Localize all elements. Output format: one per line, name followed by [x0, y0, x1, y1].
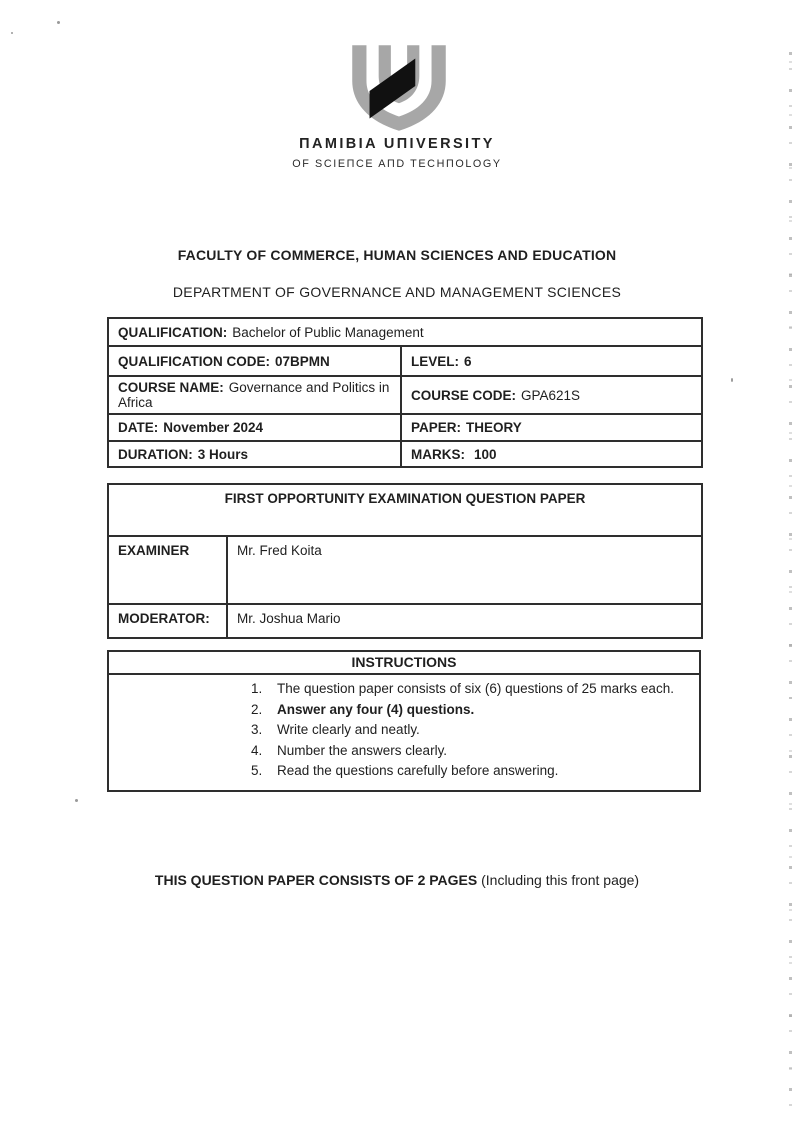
- list-item: [251, 761, 691, 782]
- instructions-box: [107, 650, 701, 792]
- qualification-cell: [108, 318, 702, 346]
- examiner-label: EXAMINER: [108, 536, 227, 604]
- date-cell: [108, 414, 401, 441]
- department-heading: DEPARTMENT OF GOVERNANCE AND MANAGEMENT SCIENCES: [172, 284, 622, 300]
- table-row: [108, 536, 702, 604]
- item-text: Read the questions carefully before answering.: [277, 763, 559, 778]
- university-shield-logo-icon: [338, 42, 460, 134]
- item-number: 4.: [251, 742, 263, 758]
- table-row: [108, 318, 702, 346]
- duration-value: 3 Hours: [197, 446, 249, 462]
- course-code-cell: [401, 376, 702, 414]
- item-number: 2.: [251, 701, 263, 717]
- qualification-code-cell: [108, 346, 401, 376]
- scan-speck: [731, 378, 733, 382]
- qualification-code-value: 07BPMN: [275, 353, 330, 369]
- list-item: [251, 700, 691, 721]
- course-name-cell: [108, 376, 401, 414]
- course-name-label: COURSE NAME:: [118, 380, 224, 395]
- exam-paper-title: FIRST OPPORTUNITY EXAMINATION QUESTION PAPER: [108, 484, 702, 536]
- date-value: November 2024: [163, 420, 264, 435]
- duration-cell: [108, 441, 401, 467]
- table-row: [108, 484, 702, 536]
- course-details-table: [107, 317, 703, 468]
- level-label: LEVEL:: [411, 353, 460, 369]
- instructions-title: INSTRUCTIONS: [109, 652, 699, 675]
- table-row: [108, 441, 702, 467]
- page-count-statement: [0, 872, 794, 888]
- paper-value: THEORY: [466, 420, 522, 435]
- item-number: 3.: [251, 722, 263, 737]
- scanner-edge-artifacts: [789, 52, 792, 1114]
- item-text: Number the answers clearly.: [277, 742, 448, 758]
- level-cell: [401, 346, 702, 376]
- scan-speck: [75, 799, 78, 802]
- instructions-list: [109, 675, 699, 790]
- qualification-value: Bachelor of Public Management: [232, 324, 424, 340]
- university-tagline: OF SCIEПCE AПD TECHПOLOGY: [292, 158, 502, 170]
- item-number: 5.: [251, 763, 263, 778]
- table-row: [108, 346, 702, 376]
- item-number: 1.: [251, 681, 263, 696]
- qualification-code-label: QUALIFICATION CODE:: [118, 353, 270, 369]
- paper-cell: [401, 414, 702, 441]
- examiner-value: Mr. Fred Koita: [227, 536, 702, 604]
- scan-speck: [57, 21, 60, 24]
- course-name-value: Governance and Politics in Africa: [118, 380, 390, 410]
- item-text: Answer any four (4) questions.: [277, 701, 475, 717]
- university-name: ПAMIBIA UПIVERSITY: [299, 136, 495, 152]
- course-code-label: COURSE CODE:: [411, 387, 517, 403]
- table-row: [108, 376, 702, 414]
- item-text: Write clearly and neatly.: [277, 722, 420, 737]
- moderator-label: MODERATOR:: [108, 604, 227, 638]
- paper-label: PAPER:: [411, 420, 462, 435]
- exam-paper-table: [107, 483, 703, 639]
- page-count-bold: THIS QUESTION PAPER CONSISTS OF 2 PAGES: [154, 872, 478, 888]
- scan-speck: [11, 32, 13, 34]
- level-value: 6: [464, 353, 472, 369]
- qualification-label: QUALIFICATION:: [118, 324, 228, 340]
- marks-label: MARKS:: [411, 446, 465, 462]
- page-count-note: (Including this front page): [477, 872, 640, 888]
- duration-label: DURATION:: [118, 446, 193, 462]
- list-item: [251, 720, 691, 741]
- table-row: [108, 414, 702, 441]
- course-code-value: GPA621S: [521, 387, 581, 403]
- table-row: [108, 604, 702, 638]
- marks-value: 100: [474, 446, 497, 462]
- item-text: The question paper consists of six (6) questions of 25 marks each.: [277, 681, 674, 696]
- faculty-heading: FACULTY OF COMMERCE, HUMAN SCIENCES AND EDUCATION: [177, 247, 617, 263]
- date-label: DATE:: [118, 420, 159, 435]
- list-item: [251, 679, 691, 700]
- marks-cell: [401, 441, 702, 467]
- moderator-value: Mr. Joshua Mario: [227, 604, 702, 638]
- list-item: [251, 741, 691, 762]
